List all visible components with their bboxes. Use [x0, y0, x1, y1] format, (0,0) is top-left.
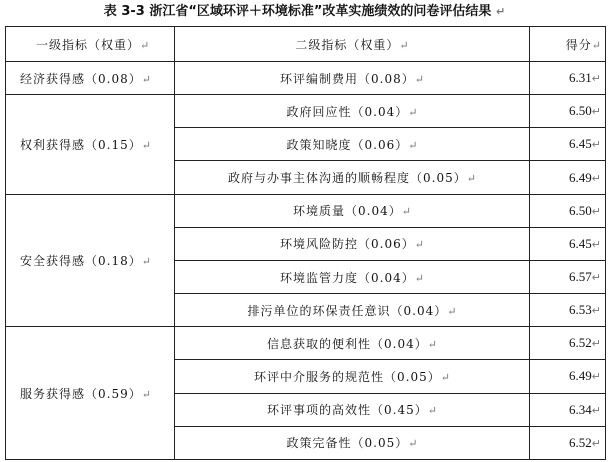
primary-indicator-label: 服务获得感（0.59） [20, 386, 142, 401]
paragraph-mark-icon: ↵ [591, 272, 601, 285]
score-cell [530, 62, 606, 95]
secondary-indicator-cell [175, 393, 530, 426]
secondary-indicator-label: 环评事项的高效性（0.45） [267, 403, 428, 418]
paragraph-mark-icon: ↵ [466, 172, 476, 186]
paragraph-mark-icon: ↵ [401, 205, 411, 219]
score-value: 6.31 [569, 70, 592, 86]
primary-indicator-label: 经济获得感（0.08） [20, 71, 142, 86]
score-value: 6.53 [569, 302, 592, 318]
table-row [6, 194, 606, 227]
secondary-indicator-label: 环评编制费用（0.08） [280, 71, 415, 86]
score-cell [530, 161, 606, 194]
paragraph-mark-icon: ↵ [591, 371, 601, 384]
secondary-indicator-label: 排污单位的环保责任意识（0.04） [247, 303, 448, 318]
paragraph-mark-icon: ↵ [414, 72, 424, 86]
paragraph-mark-icon: ↵ [141, 254, 151, 268]
secondary-indicator-cell [175, 260, 530, 293]
score-cell [530, 294, 606, 327]
paragraph-mark-icon: ↵ [591, 172, 601, 185]
paragraph-mark-icon: ↵ [591, 305, 601, 318]
paragraph-mark-icon: ↵ [399, 38, 409, 52]
caption-title: 表 3-3 浙江省“区域环评＋环境标准”改革实施绩效的问卷评估结果 [103, 4, 492, 19]
paragraph-mark-icon: ↵ [591, 338, 601, 351]
secondary-indicator-label: 政府回应性（0.04） [286, 104, 409, 119]
score-value: 6.49 [569, 368, 592, 384]
paragraph-mark-icon: ↵ [591, 73, 601, 86]
paragraph-mark-icon: ↵ [408, 105, 418, 119]
paragraph-mark-icon: ↵ [408, 437, 418, 451]
paragraph-mark-icon: ↵ [141, 387, 151, 401]
score-value: 6.50 [569, 103, 592, 119]
paragraph-mark-icon: ↵ [591, 404, 601, 417]
header-score-label: 得分 [565, 37, 592, 52]
secondary-indicator-cell [175, 95, 530, 128]
paragraph-mark-icon: ↵ [440, 370, 450, 384]
score-cell [530, 95, 606, 128]
secondary-indicator-cell [175, 426, 530, 459]
results-table [5, 26, 606, 460]
paragraph-mark-icon: ↵ [414, 271, 424, 285]
secondary-indicator-label: 环境风险防控（0.06） [280, 237, 415, 252]
primary-indicator-cell [6, 95, 175, 194]
score-cell [530, 260, 606, 293]
primary-indicator-cell [6, 62, 175, 95]
secondary-indicator-cell [175, 294, 530, 327]
score-value: 6.34 [569, 401, 592, 417]
score-cell [530, 393, 606, 426]
score-value: 6.45 [569, 136, 592, 152]
table-row [6, 327, 606, 360]
score-cell [530, 327, 606, 360]
paragraph-mark-icon: ↵ [591, 205, 601, 218]
paragraph-mark-icon: ↵ [591, 437, 601, 450]
paragraph-mark-icon: ↵ [591, 238, 601, 251]
paragraph-mark-icon: ↵ [495, 5, 506, 18]
paragraph-mark-icon: ↵ [427, 404, 437, 418]
secondary-indicator-label: 政策知晓度（0.06） [286, 137, 409, 152]
score-cell [530, 227, 606, 260]
secondary-indicator-cell [175, 327, 530, 360]
score-cell [530, 128, 606, 161]
secondary-indicator-cell [175, 194, 530, 227]
secondary-indicator-cell [175, 62, 530, 95]
score-value: 6.52 [569, 335, 592, 351]
paragraph-mark-icon: ↵ [591, 106, 601, 119]
secondary-indicator-cell [175, 128, 530, 161]
header-secondary-indicator [175, 27, 530, 62]
score-cell [530, 360, 606, 393]
secondary-indicator-label: 政策完备性（0.05） [286, 436, 409, 451]
secondary-indicator-label: 环境质量（0.04） [293, 204, 402, 219]
score-value: 6.50 [569, 202, 592, 218]
primary-indicator-label: 安全获得感（0.18） [20, 253, 142, 268]
header-primary-indicator [6, 27, 175, 62]
score-value: 6.57 [569, 269, 592, 285]
score-value: 6.45 [569, 235, 592, 251]
header-primary-label: 一级指标（权重） [36, 37, 141, 52]
primary-indicator-cell [6, 194, 175, 327]
secondary-indicator-label: 环评中介服务的规范性（0.05） [254, 369, 441, 384]
header-secondary-label: 二级指标（权重） [295, 37, 400, 52]
paragraph-mark-icon: ↵ [427, 337, 437, 351]
secondary-indicator-label: 信息获取的便利性（0.04） [267, 336, 428, 351]
secondary-indicator-cell [175, 161, 530, 194]
score-value: 6.52 [569, 434, 592, 450]
primary-indicator-label: 权利获得感（0.15） [20, 137, 142, 152]
paragraph-mark-icon: ↵ [141, 138, 151, 152]
paragraph-mark-icon: ↵ [447, 304, 457, 318]
table-caption [0, 0, 609, 24]
secondary-indicator-cell [175, 360, 530, 393]
table-row [6, 62, 606, 95]
header-row [6, 27, 606, 62]
paragraph-mark-icon: ↵ [408, 138, 418, 152]
score-value: 6.49 [569, 169, 592, 185]
table-row [6, 95, 606, 128]
paragraph-mark-icon: ↵ [591, 139, 601, 152]
primary-indicator-cell [6, 327, 175, 460]
paragraph-mark-icon: ↵ [591, 38, 601, 52]
score-cell [530, 426, 606, 459]
header-score [530, 27, 606, 62]
paragraph-mark-icon: ↵ [140, 38, 150, 52]
score-cell [530, 194, 606, 227]
secondary-indicator-label: 环境监管力度（0.04） [280, 270, 415, 285]
paragraph-mark-icon: ↵ [141, 72, 151, 86]
paragraph-mark-icon: ↵ [414, 238, 424, 252]
secondary-indicator-cell [175, 227, 530, 260]
secondary-indicator-label: 政府与办事主体沟通的顺畅程度（0.05） [228, 171, 467, 186]
